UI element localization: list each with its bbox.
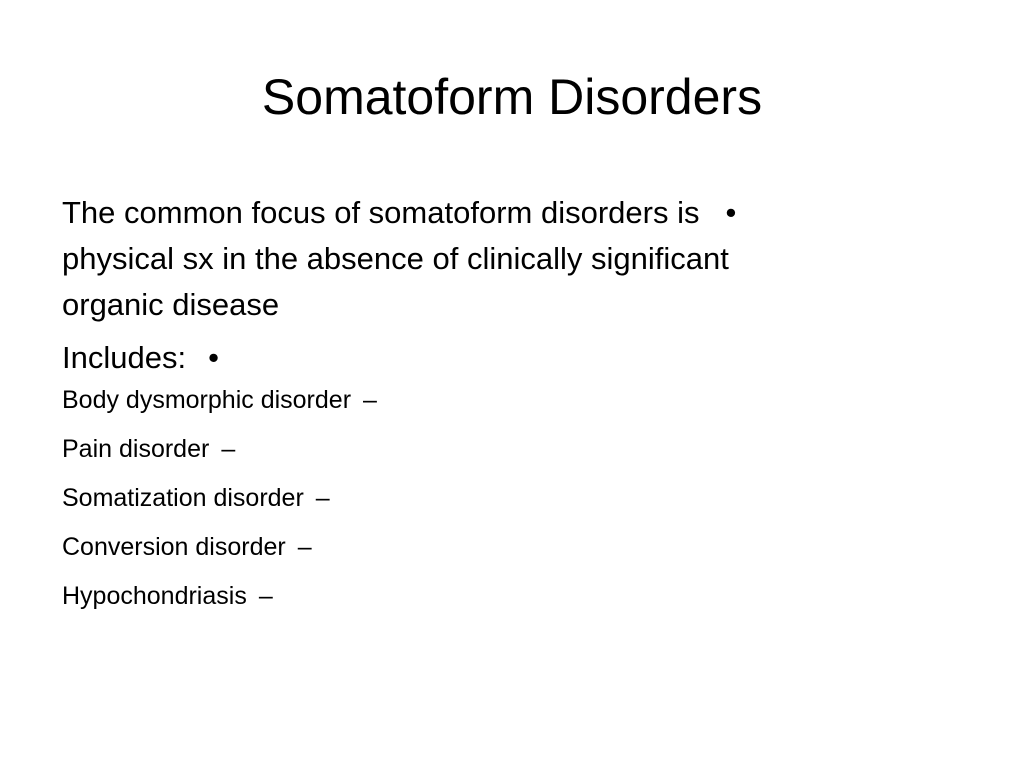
list-item-label: Somatization disorder (62, 484, 304, 512)
list-item (62, 482, 922, 514)
list-item (62, 384, 922, 416)
list-item (62, 531, 922, 563)
dash-icon: – (221, 435, 236, 463)
list-item (62, 433, 922, 465)
intro-line-2: physical sx in the absence of clinically significant (62, 241, 729, 276)
list-item (62, 580, 922, 612)
slide-body (62, 190, 922, 629)
list-item-label: Body dysmorphic disorder (62, 386, 352, 414)
list-item-label: Hypochondriasis (62, 582, 247, 610)
dash-icon: – (363, 386, 377, 414)
intro-line-3: organic disease (62, 287, 280, 322)
bullet-icon: • (725, 195, 737, 230)
includes-heading (62, 338, 922, 378)
dash-icon: – (258, 582, 273, 610)
includes-label: Includes: (62, 340, 187, 375)
list-item-label: Pain disorder (62, 435, 210, 463)
intro-paragraph (62, 190, 922, 328)
intro-line-1: The common focus of somatoform disorders is (62, 195, 700, 230)
slide-title: Somatoform Disorders (261, 69, 763, 125)
dash-icon: – (297, 533, 312, 561)
list-item-label: Conversion disorder (62, 533, 286, 561)
bullet-icon: • (208, 340, 219, 375)
dash-icon: – (315, 484, 330, 512)
